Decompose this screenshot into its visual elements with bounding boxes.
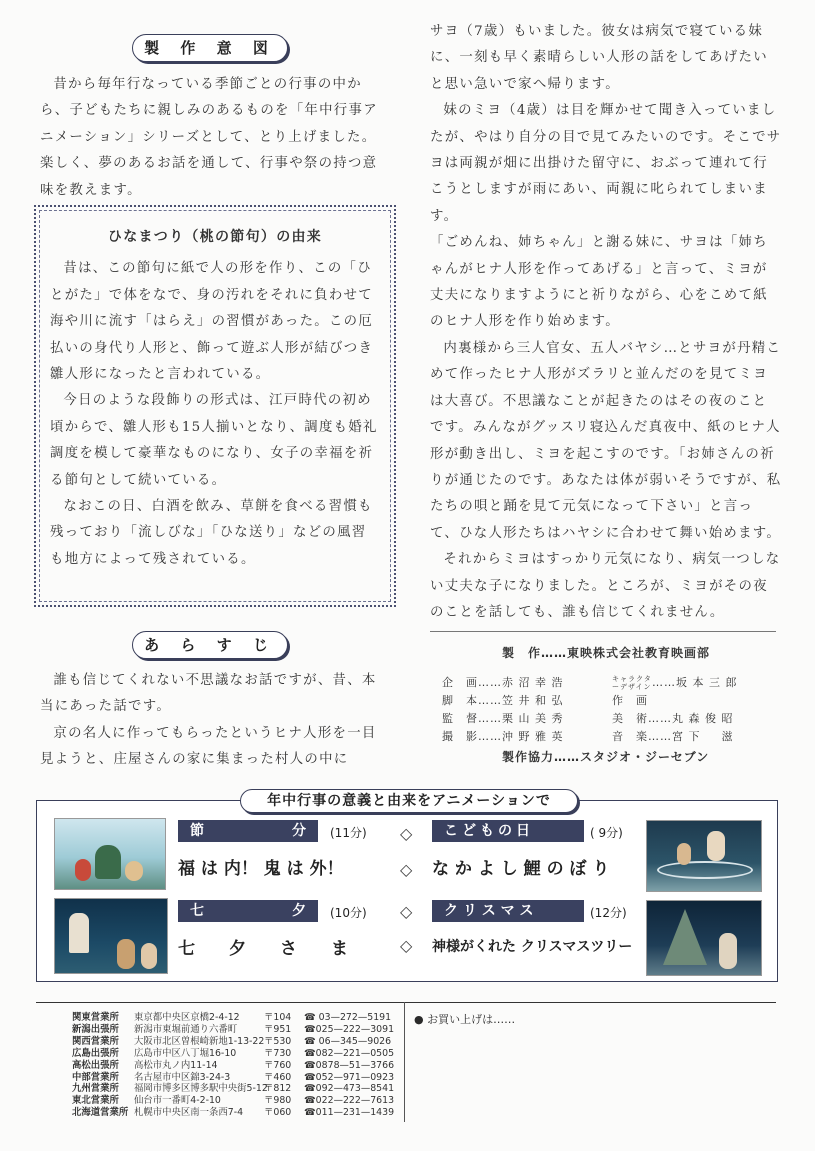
synopsis-p6: 内裏様から三人官女、五人バヤシ…とサヨが丹精こめて作ったヒナ人形がズラリと並んだのを見てミヨは大喜び。不思議なことが起きたのはその夜のことです。みんながグッスリ寝込んだ真夜中、紙のヒナ人形が動き出し、ミヨを起こすのです。「お姉さんの祈りが通じたのです。あなたは体が弱いそうですが、私たちの唄と踊を見て元気になって下さい」と言って、ひな人形たちはハヤシに合わせて舞い始めます。 [430, 340, 782, 541]
credit-production: 製 作……東映株式会社教育映画部 [502, 646, 711, 660]
office-row: 新潟出張所 新潟市東堀前通り六番町 〒951 ☎025—222—3091 [72, 1023, 395, 1035]
synopsis-heading: あ ら す じ [132, 631, 288, 659]
origin-p1: 昔は、この節句に紙で人の形を作り、この「ひとがた」で体をなで、身の汚れをそれに負わせて海や川に流す「はらえ」の習慣があった。この厄払いの身代り人形と、飾って遊ぶ人形が結びつき雛人形になったと言われている。 [50, 261, 374, 383]
office-row: 東北営業所 仙台市一番町4-2-10 〒980 ☎022—222—7613 [72, 1095, 395, 1107]
office-row: 関西営業所 大阪市北区曽根崎新地1-13-22〒530 ☎ 06—345—9026 [72, 1035, 392, 1047]
office-list [72, 1012, 394, 1119]
title-kodomo: な か よ し 鯉 の ぼ り [432, 859, 610, 879]
office-row: 北海道営業所 札幌市中央区南一条西7-4 〒060 ☎011—231—1439 [72, 1107, 395, 1119]
purchase-note: ● お買い上げは…… [414, 1013, 516, 1026]
diamond-icon: ◇ [400, 936, 413, 955]
credits [430, 640, 780, 765]
footer-divider [36, 1002, 776, 1003]
office-row: 広島出張所 広島市中区八丁堀16-10 〒730 ☎082—221—0505 [72, 1047, 395, 1059]
synopsis-p4: 妹のミヨ（4歳）は目を輝かせて聞き入っていましたが、やはり自分の目で見てみたいのです。そこでサヨは両親が畑に出掛けた留守に、おぶって連れて行こうとしますが雨にあい、両親に叱られてしまいます。 [430, 103, 782, 224]
origin-p2: 今日のような段飾りの形式は、江戸時代の初め頃からで、雛人形も15人揃いとなり、調度も婚礼調度を模して豪華なものになり、女子の幸福を祈る節句として続いている。 [50, 393, 378, 488]
diamond-icon: ◇ [400, 860, 413, 879]
dur-christmas: (12分) [590, 906, 627, 920]
series-banner: 年中行事の意義と由来をアニメーションで [240, 789, 578, 813]
dur-setsubun: (11分) [330, 826, 367, 840]
footer-vertical-divider [404, 1002, 405, 1122]
thumb-tanabata [54, 898, 168, 974]
title-tanabata: 七 夕 さ ま [178, 939, 348, 959]
office-row: 九州営業所 福岡市博多区博多駅中央街5-12〒812 ☎092—473—8541 [72, 1083, 395, 1095]
diamond-icon: ◇ [400, 902, 413, 921]
thumb-kodomo [646, 820, 762, 892]
dur-kodomo: ( 9分) [590, 826, 623, 840]
office-row: 高松出張所 高松市丸ノ内11-14 〒760 ☎0878—51—3766 [72, 1059, 395, 1071]
dur-tanabata: (10分) [330, 906, 367, 920]
synopsis-p2: 京の名人に作ってもらったというヒナ人形を一目見ようと、庄屋さんの家に集まった村人の中に [40, 725, 377, 768]
credits-divider [430, 631, 776, 632]
credit-row-1: 企 画……赤 沼 幸 浩 キャラクターデザイン……坂 本 三 郎 [442, 675, 738, 691]
intent-paragraph: 昔から毎年行なっている季節ごとの行事の中から、子どもたちに親しみのあるものを「年中行事アニメーション」シリーズとして、とり上げました。楽しく、夢のあるお話を通して、行事や祭の持つ意味を教えます。 [40, 77, 378, 198]
synopsis-right [430, 19, 782, 626]
credit-row-3: 監 督……栗 山 美 秀 美 術……丸 森 俊 昭 [442, 712, 734, 725]
synopsis-p1: 誰も信じてくれない不思議なお話ですが、昔、本当にあった話です。 [40, 673, 377, 715]
synopsis-p7: それからミヨはすっかり元気になり、病気一つしない丈夫な子になりました。ところが、ミヨがその夜のことを話しても、誰も信じてくれません。 [430, 552, 781, 620]
synopsis-p3: サヨ（7歳）もいました。彼女は病気で寝ている妹に、一刻も早く素晴らしい人形の話をしてあげたいと思い急いで家へ帰ります。 [430, 24, 768, 92]
credit-row-4: 撮 影……沖 野 雅 英 音 楽……宮 下 滋 [442, 730, 734, 743]
office-row: 関東営業所 東京都中央区京橋2-4-12 〒104 ☎ 03—272—5191 [72, 1012, 392, 1023]
credit-row-2: 脚 本……笠 井 和 弘 作 画 [442, 694, 648, 707]
diamond-icon: ◇ [400, 824, 413, 843]
cat-tanabata: 七 夕 [178, 900, 318, 922]
cat-christmas: ク リ ス マ ス [432, 900, 584, 922]
cat-kodomo: こどもの日 [432, 820, 584, 842]
synopsis-p5: 「ごめんね、姉ちゃん」と謝る妹に、サヨは「姉ちゃんがヒナ人形を作ってあげる」と言って、ミヨが丈夫になりますようにと祈りながら、心をこめて紙のヒナ人形を作り始めます。 [430, 235, 768, 330]
synopsis-left [40, 668, 390, 774]
origin-text [50, 224, 380, 573]
thumb-setsubun [54, 818, 166, 890]
office-row: 中部営業所 名古屋市中区錦3-24-3 〒460 ☎052—971—0923 [72, 1071, 395, 1083]
origin-title: ひなまつり（桃の節句）の由来 [107, 229, 323, 245]
intent-heading: 製 作 意 図 [132, 34, 288, 62]
title-setsubun: 福 は 内！ 鬼 は 外！ [178, 859, 344, 879]
intent-text [40, 72, 390, 204]
cat-setsubun: 節 分 [178, 820, 318, 842]
credit-cooperation: 製作協力……スタジオ・ジーセブン [502, 750, 710, 764]
thumb-christmas [646, 900, 762, 976]
title-christmas: 神様がくれた クリスマスツリー [432, 939, 633, 955]
origin-p3: なおこの日、白酒を飲み、草餅を食べる習慣も残っており「流しびな」「ひな送り」などの風習も地方によって残されている。 [50, 499, 373, 567]
